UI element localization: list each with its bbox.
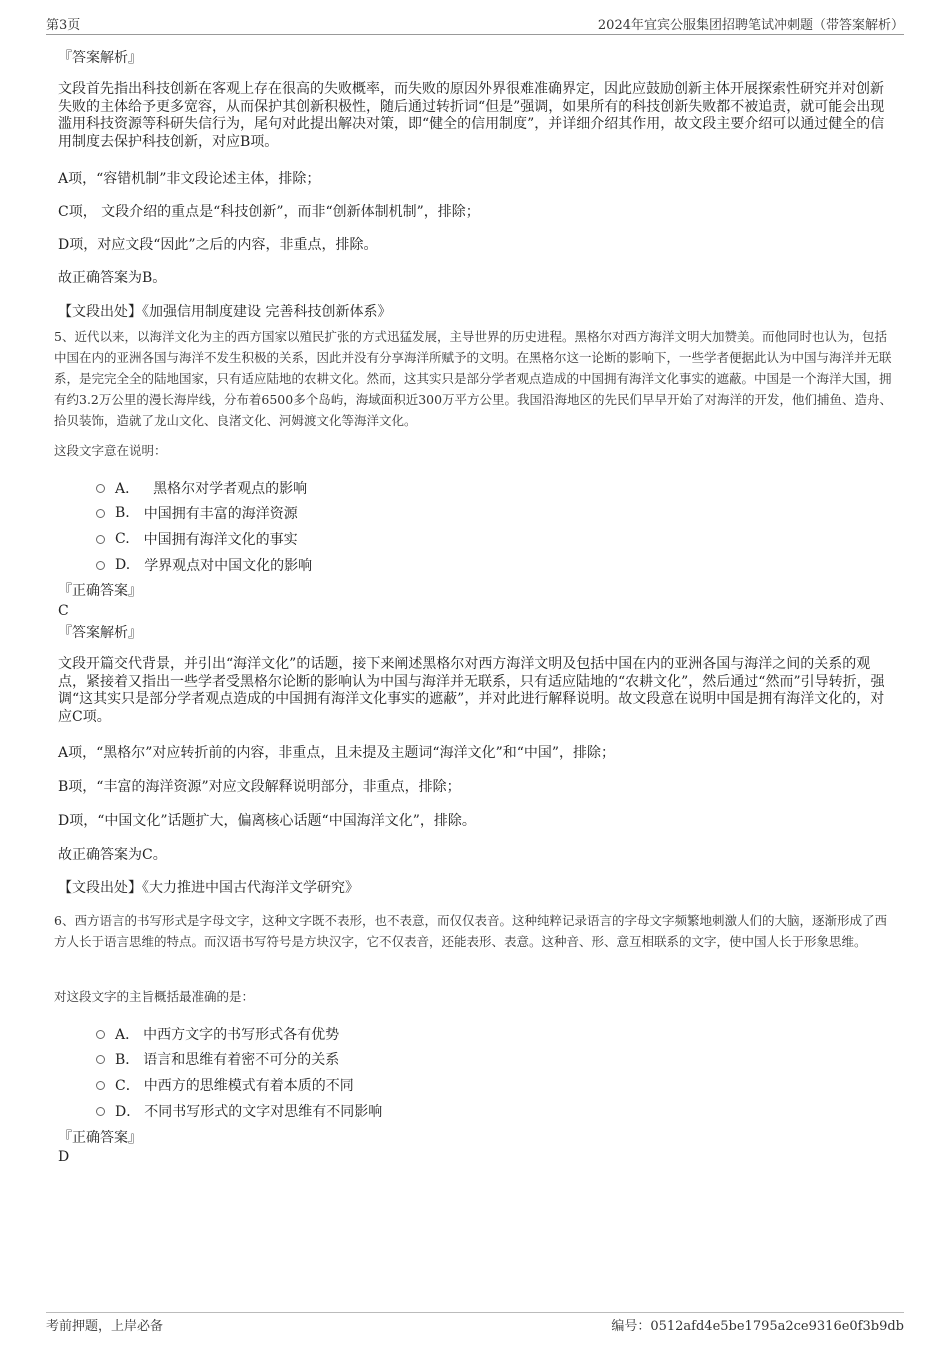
radio-icon[interactable] xyxy=(96,509,105,518)
radio-icon[interactable] xyxy=(96,1107,105,1116)
q5-answer-heading: 『正确答案』 xyxy=(58,583,142,599)
q5-option-d[interactable]: D. 学界观点对中国文化的影响 xyxy=(96,555,312,575)
radio-icon[interactable] xyxy=(96,535,105,544)
q4-analysis-text: 文段首先指出科技创新在客观上存在很高的失败概率，而失败的原因外界很难准确界定，因此应鼓励创新主体开展探索性研究并对创新失败的主体给予更多宽容，从而保护其创新积极性，随后通过转折词“但是”强调，如果所有的科技创新失败都不被追责，就可能会出现滥用科技资源等科研失信行为，尾句对此提出解决对策，即“健全的信用制度”，并详细介绍其作用，故文段主要介绍可以通过健全的信用制度去保护科技创新，对应B项。 xyxy=(58,81,885,150)
q5-source: 【文段出处】《大力推进中国古代海洋文学研究》 xyxy=(58,880,359,896)
q6-prompt: 对这段文字的主旨概括最准确的是： xyxy=(54,989,255,1004)
radio-icon[interactable] xyxy=(96,1081,105,1090)
footer-slogan: 考前押题，上岸必备 xyxy=(46,1319,164,1334)
q5-item-a: A项，“黑格尔”对应转折前的内容，非重点，且未提及主题词“海洋文化”和“中国”，排除； xyxy=(58,745,616,761)
q4-item-c: C项， 文段介绍的重点是“科技创新”，而非“创新体制机制”，排除； xyxy=(58,204,480,220)
q5-answer: C xyxy=(58,603,69,619)
document-serial: 编号：0512afd4e5be1795a2ce9316e0f3b9db xyxy=(611,1319,904,1334)
q5-analysis-text: 文段开篇交代背景，并引出“海洋文化”的话题，接下来阐述黑格尔对西方海洋文明及包括中国在内的亚洲各国与海洋之间的关系的观点，紧接着又指出一些学者受黑格尔论断的影响认为中国与海洋并无联系，只有适应陆地的“农耕文化”，然后通过“然而”引导转折，强调“这其实只是部分学者观点造成的中国拥有海洋文化事实的遮蔽”，并对此进行解释说明。故文段意在说明中国是拥有海洋文化的，对应C项。 xyxy=(58,656,885,725)
radio-icon[interactable] xyxy=(96,561,105,570)
q6-answer: D xyxy=(58,1149,70,1165)
q5-option-c[interactable]: C. 中国拥有海洋文化的事实 xyxy=(96,529,298,549)
page-number: 第3页 xyxy=(46,18,81,33)
q5-option-b[interactable]: B. 中国拥有丰富的海洋资源 xyxy=(96,503,298,523)
q4-item-a: A项，“容错机制”非文段论述主体，排除； xyxy=(58,171,321,187)
q6-option-a[interactable]: A． 中西方文字的书写形式各有优势 xyxy=(96,1024,339,1044)
q5-conclusion: 故正确答案为C。 xyxy=(58,847,167,863)
document-title: 2024年宜宾公服集团招聘笔试冲刺题（带答案解析） xyxy=(597,18,904,33)
q5-option-a[interactable]: A． 黑格尔对学者观点的影响 xyxy=(96,478,307,498)
page-header xyxy=(46,14,904,35)
page-footer xyxy=(46,1312,904,1337)
q4-item-d: D项，对应文段“因此”之后的内容，非重点，排除。 xyxy=(58,237,378,253)
q5-item-d: D项，“中国文化”话题扩大，偏离核心话题“中国海洋文化”，排除。 xyxy=(58,813,476,829)
q5-stem: 5、近代以来，以海洋文化为主的西方国家以殖民扩张的方式迅猛发展，主导世界的历史进程。黑格尔对西方海洋文明大加赞美。而他同时也认为，包括中国在内的亚洲各国与海洋不发生积极的关系，因此并没有分享海洋所赋予的文明。在黑格尔这一论断的影响下，一些学者便据此认为中国与海洋并无联系，是完完全全的陆地国家，只有适应陆地的农耕文化。然而，这其实只是部分学者观点造成的中国拥有海洋文化事实的遮蔽。中国是一个海洋大国，拥有约3.2万公里的漫长海岸线，分布着6500多个岛屿，海域面积近300万平方公里。我国沿海地区的先民们早早开始了对海洋的开发，他们捕鱼、造舟、拾贝装饰，造就了龙山文化、良渚文化、河姆渡文化等海洋文化。 xyxy=(54,329,893,428)
q6-option-c[interactable]: C． 中西方的思维模式有着本质的不同 xyxy=(96,1075,354,1095)
radio-icon[interactable] xyxy=(96,1055,105,1064)
q5-analysis-heading: 『答案解析』 xyxy=(58,625,142,641)
q5-prompt: 这段文字意在说明： xyxy=(54,443,167,458)
radio-icon[interactable] xyxy=(96,484,105,493)
q4-source: 【文段出处】《加强信用制度建设 完善科技创新体系》 xyxy=(58,304,392,320)
q4-conclusion: 故正确答案为B。 xyxy=(58,270,167,286)
q6-answer-heading: 『正确答案』 xyxy=(58,1130,142,1146)
q6-option-d[interactable]: D． 不同书写形式的文字对思维有不同影响 xyxy=(96,1101,382,1121)
radio-icon[interactable] xyxy=(96,1030,105,1039)
q6-option-b[interactable]: B． 语言和思维有着密不可分的关系 xyxy=(96,1049,339,1069)
q4-analysis-heading: 『答案解析』 xyxy=(58,50,142,66)
q6-stem: 6、西方语言的书写形式是字母文字，这种文字既不表形，也不表意，而仅仅表音。这种纯粹记录语言的字母文字频繁地刺激人们的大脑，逐渐形成了西方人长于语言思维的特点。而汉语书写符号是方块汉字，它不仅表音，还能表形、表意。这种音、形、意互相联系的文字，使中国人长于形象思维。 xyxy=(54,913,887,949)
q5-item-b: B项，“丰富的海洋资源”对应文段解释说明部分，非重点，排除； xyxy=(58,779,461,795)
